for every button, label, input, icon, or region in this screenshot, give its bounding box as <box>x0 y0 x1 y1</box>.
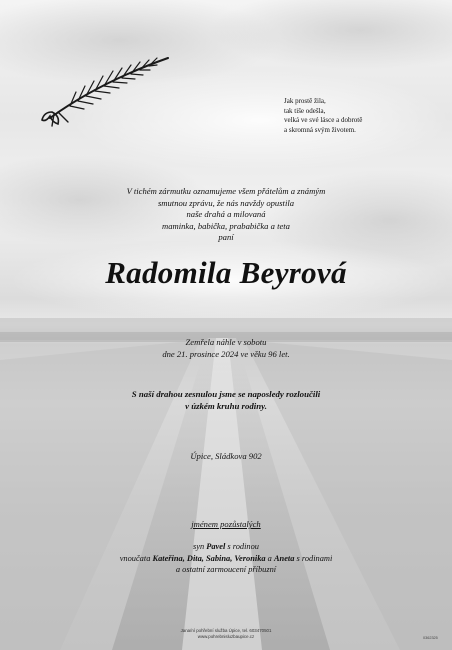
mourner-text: s rodinami <box>294 553 333 563</box>
mourners-line-3: a ostatní zarmoucení příbuzní <box>175 565 277 574</box>
notice-line: paní <box>218 232 234 242</box>
footer-line: www.pohrebnisluzbaupice.cz <box>197 634 255 639</box>
poem-line: tak tiše odešla, <box>284 106 326 115</box>
poem-line: velká ve své lásce a dobrotě <box>284 116 363 125</box>
death-details <box>0 337 452 360</box>
address: Úpice, Sládkova 902 <box>190 451 262 461</box>
farewell-note <box>0 389 452 413</box>
on-behalf-text: jménem pozůstalých <box>191 519 261 529</box>
document-code: 0362325 <box>423 636 438 640</box>
mourners-line-2 <box>0 553 452 565</box>
farewell-line: S naší drahou zesnulou jsme se naposledy rozloučili <box>131 389 321 399</box>
mourner-name: Pavel <box>206 542 226 551</box>
footer-line: Jana/ní pohřební služba Úpice, tel. 603470501 <box>180 628 272 633</box>
mourners-list <box>0 541 452 576</box>
death-notice <box>0 186 452 244</box>
mourner-name: Kateřina, Dita, Sabina, Veronika <box>152 553 266 563</box>
mourner-text: syn <box>192 542 207 551</box>
mourners-line-1 <box>0 541 452 553</box>
mourner-text: a <box>265 553 274 563</box>
death-line: Zemřela náhle v sobotu <box>185 337 267 347</box>
mourner-text: vnoučata <box>119 553 153 563</box>
mourner-name: Aneta <box>273 553 295 563</box>
farewell-line: v úzkém kruhu rodiny. <box>185 400 267 411</box>
poem <box>284 97 434 135</box>
poem-line: Jak prostě žila, <box>284 97 326 105</box>
deceased-name: Radomila Beyrová <box>105 255 347 290</box>
notice-line: smutnou zprávu, že nás navždy opustila <box>157 197 295 208</box>
notice-line: naše drahá a milovaná <box>186 209 266 219</box>
on-behalf-label <box>0 519 452 529</box>
notice-line: maminka, babička, prababička a teta <box>162 220 290 231</box>
mourner-text: s rodinou <box>225 542 259 551</box>
funeral-service-footer <box>0 628 452 640</box>
palm-branch-icon <box>40 52 172 132</box>
death-line: dne 21. prosince 2024 ve věku 96 let. <box>162 348 290 359</box>
poem-line: a skromná svým životem. <box>284 125 356 134</box>
notice-line: V tichém zármutku oznamujeme všem přátelům a známým <box>126 186 326 196</box>
